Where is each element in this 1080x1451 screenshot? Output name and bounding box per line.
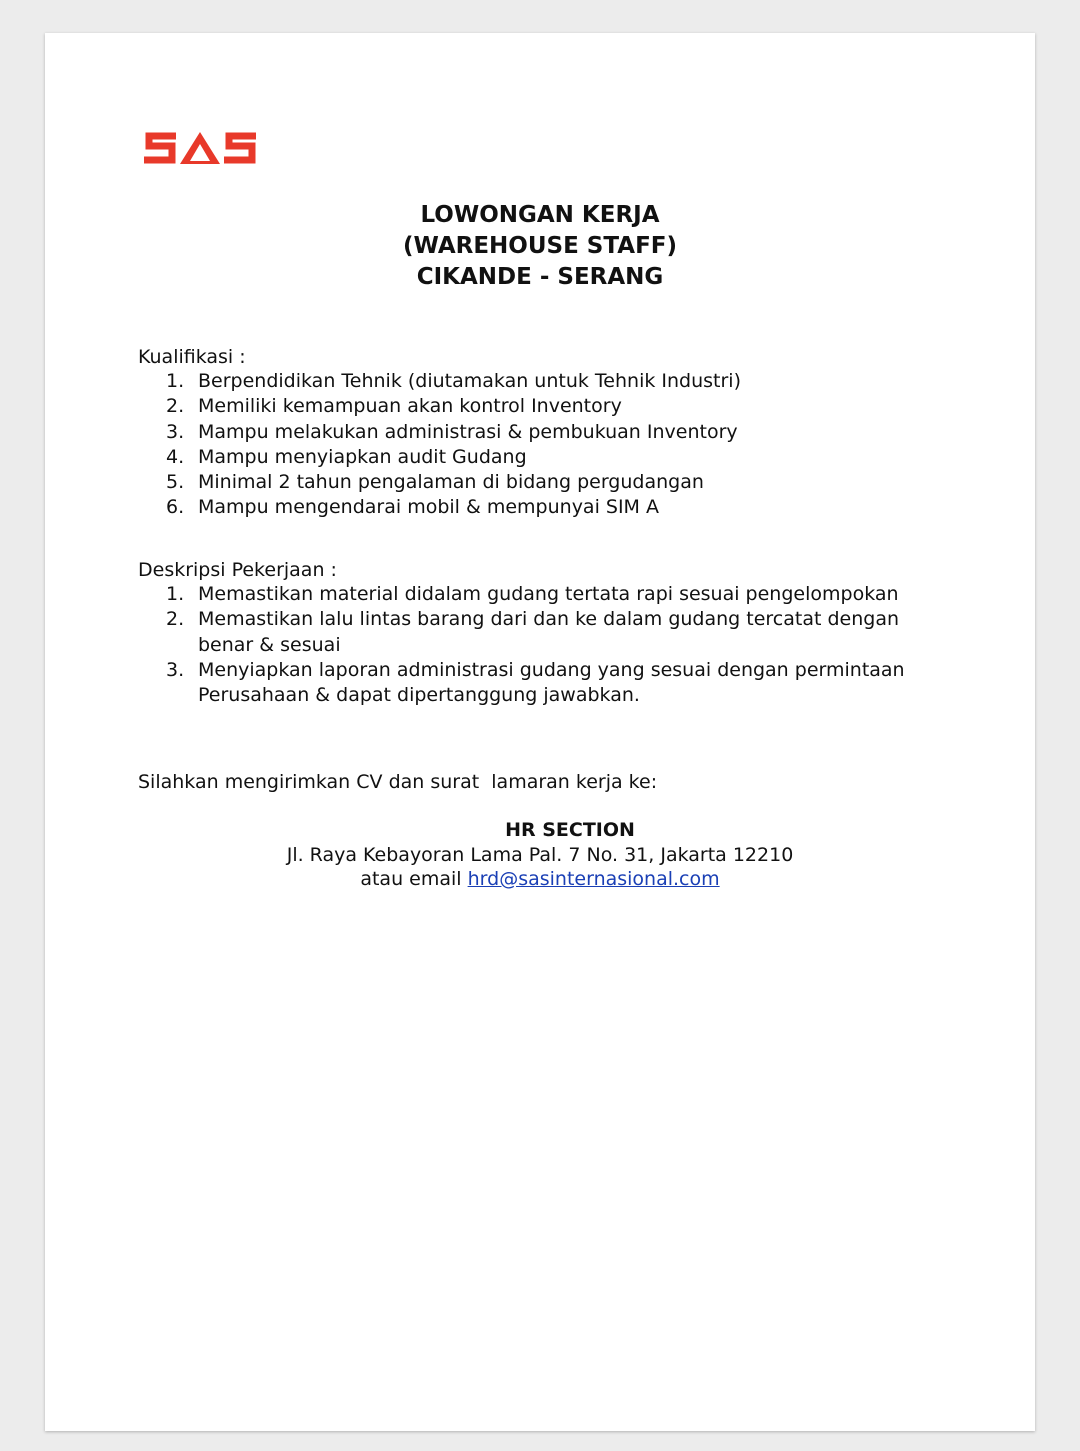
item-number: 3. [166, 658, 185, 681]
item-text: Mampu mengendarai mobil & mempunyai SIM A [198, 496, 659, 519]
list-item [138, 420, 958, 445]
heading-line-2: (WAREHOUSE STAFF) [402, 233, 678, 259]
job-description-label: Deskripsi Pekerjaan : [138, 559, 337, 581]
item-number: 6. [166, 496, 185, 519]
email-link[interactable]: hrd@sasinternasional.com [467, 868, 720, 890]
hr-section-title: HR SECTION [505, 819, 635, 841]
list-item [138, 607, 958, 658]
item-text: Mampu menyiapkan audit Gudang [198, 445, 527, 468]
item-number: 2. [166, 608, 185, 631]
list-item [138, 470, 958, 495]
list-item [138, 394, 958, 419]
list-item [138, 495, 958, 520]
item-number: 4. [166, 445, 185, 468]
list-item [138, 582, 958, 607]
item-number: 1. [166, 583, 185, 605]
item-text: Memastikan material didalam gudang tertata rapi sesuai pengelompokan [198, 583, 899, 605]
job-heading [45, 200, 1035, 293]
contact-address: Jl. Raya Kebayoran Lama Pal. 7 No. 31, Jakarta 12210 [286, 843, 794, 866]
heading-line-1: LOWONGAN KERJA [420, 202, 660, 228]
list-item [138, 658, 958, 709]
heading-line-3: CIKANDE - SERANG [416, 264, 664, 290]
contact-email-line [45, 867, 1035, 892]
item-number: 1. [166, 370, 185, 392]
job-description-list [138, 582, 958, 708]
item-number: 3. [166, 420, 185, 443]
item-number: 2. [166, 395, 185, 418]
email-prefix: atau email [360, 868, 462, 890]
item-text: Memastikan lalu lintas barang dari dan ke dalam gudang tercatat dengan benar & sesuai [198, 608, 900, 656]
qualifications-label: Kualifikasi : [138, 346, 246, 368]
item-text: Minimal 2 tahun pengalaman di bidang pergudangan [198, 471, 704, 494]
list-item [138, 369, 958, 394]
document-page [45, 33, 1035, 1431]
item-number: 5. [166, 471, 185, 494]
call-to-action: Silahkan mengirimkan CV dan surat lamaran kerja ke: [138, 771, 658, 793]
list-item [138, 445, 958, 470]
item-text: Memiliki kemampuan akan kontrol Inventory [198, 395, 622, 418]
item-text: Menyiapkan laporan administrasi gudang yang sesuai dengan permintaan Perusahaan & dapat dipertanggung jawabkan. [198, 658, 905, 707]
item-text: Mampu melakukan administrasi & pembukuan Inventory [198, 420, 738, 443]
qualifications-list [138, 369, 958, 521]
contact-block [45, 818, 1035, 892]
item-text: Berpendidikan Tehnik (diutamakan untuk Tehnik Industri) [198, 370, 741, 392]
sas-logo [140, 128, 260, 168]
